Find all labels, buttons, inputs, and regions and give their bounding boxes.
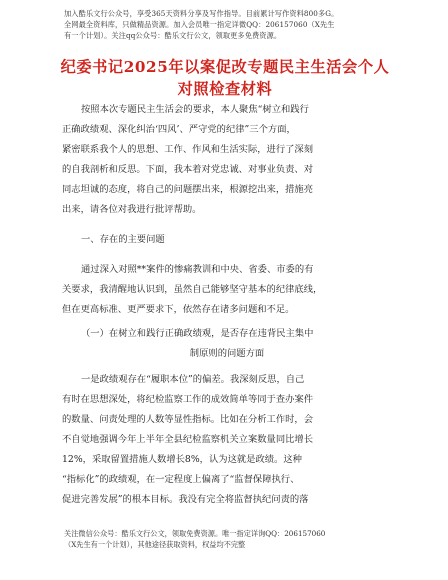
header-line: 全网最全资料库，只做精品资源。加入会员唯一指定详微QQ：206157060（X先生 xyxy=(64,20,335,29)
body-line: 通过深入对照**案件的惨痛教训和中央、省委、市委的有 xyxy=(81,264,314,275)
body-line: 出来，请各位对我进行批评帮助。 xyxy=(62,204,202,215)
body-line: 同志坦诚的态度，将自己的问题摆出来，根源挖出来，措施亮 xyxy=(62,184,314,195)
subsection-heading: （一）在树立和践行正确政绩观，是否存在违背民主集中 xyxy=(81,328,314,339)
body-line: 但在更高标准、更严要求下，依然存在诸多问题和不足。 xyxy=(62,304,295,315)
body-line: 12%，采取留置措施人数增长8%，认为这就是政绩。这种 xyxy=(62,454,302,465)
header-line: 有一个计划）。关注qq公众号：酷乐文行公文，领取更多免费资源。 xyxy=(64,31,282,40)
footer-line: 关注微信公众号：酷乐文行公文，领取免费资源。唯一指定详询QQ：206157060 xyxy=(64,529,326,538)
section-heading: 一、存在的主要问题 xyxy=(81,234,165,245)
header-line: 加入酷乐文行公众号，享受365天资料分享及写作指导。目前累计写作资料800多G。 xyxy=(64,9,339,18)
body-line: 的自我剖析和反思。下面，我本着对党忠诚、对事业负责、对 xyxy=(62,164,314,175)
body-line: 有时在思想深处，将纪检监察工作的成效简单等同于查办案件 xyxy=(62,394,314,405)
body-line: 一是政绩观存在“履职本位”的偏差。我深刻反思，自己 xyxy=(81,374,305,385)
title-line: 对照检查材料 xyxy=(177,80,273,98)
body-line: 正确政绩观、深化纠治‘四风’、严守党的纪律”三个方面， xyxy=(62,124,296,135)
header-notice xyxy=(64,8,398,41)
document-title xyxy=(60,56,390,100)
subsection-heading: 制原则的问题方面 xyxy=(189,348,265,359)
body-line: 的数量、问责处理的人数等显性指标。比如在分析工作时，会 xyxy=(62,414,314,425)
title-line: 纪委书记2025年以案促改专题民主生活会个人 xyxy=(60,58,390,76)
footer-notice xyxy=(64,528,398,550)
body-line: 紧密联系我个人的思想、工作、作风和生活实际，进行了深刻 xyxy=(62,144,314,155)
body-line: 按照本次专题民主生活会的要求，本人聚焦“树立和践行 xyxy=(81,104,309,115)
footer-line: （X先生有一个计划），其他途径获取资料，权益均不完整 xyxy=(64,540,246,549)
body-line: 促进完善发展”的根本目标。我没有完全将监督执纪问责的落 xyxy=(62,494,309,505)
body-line: “指标化”的政绩观，在一定程度上偏离了“监督保障执行、 xyxy=(62,474,300,485)
body-line: 不自觉地强调今年上半年全县纪检监察机关立案数量同比增长 xyxy=(62,434,314,445)
body-line: 关要求，我清醒地认识到，虽然自己能够坚守基本的纪律底线， xyxy=(62,284,323,295)
